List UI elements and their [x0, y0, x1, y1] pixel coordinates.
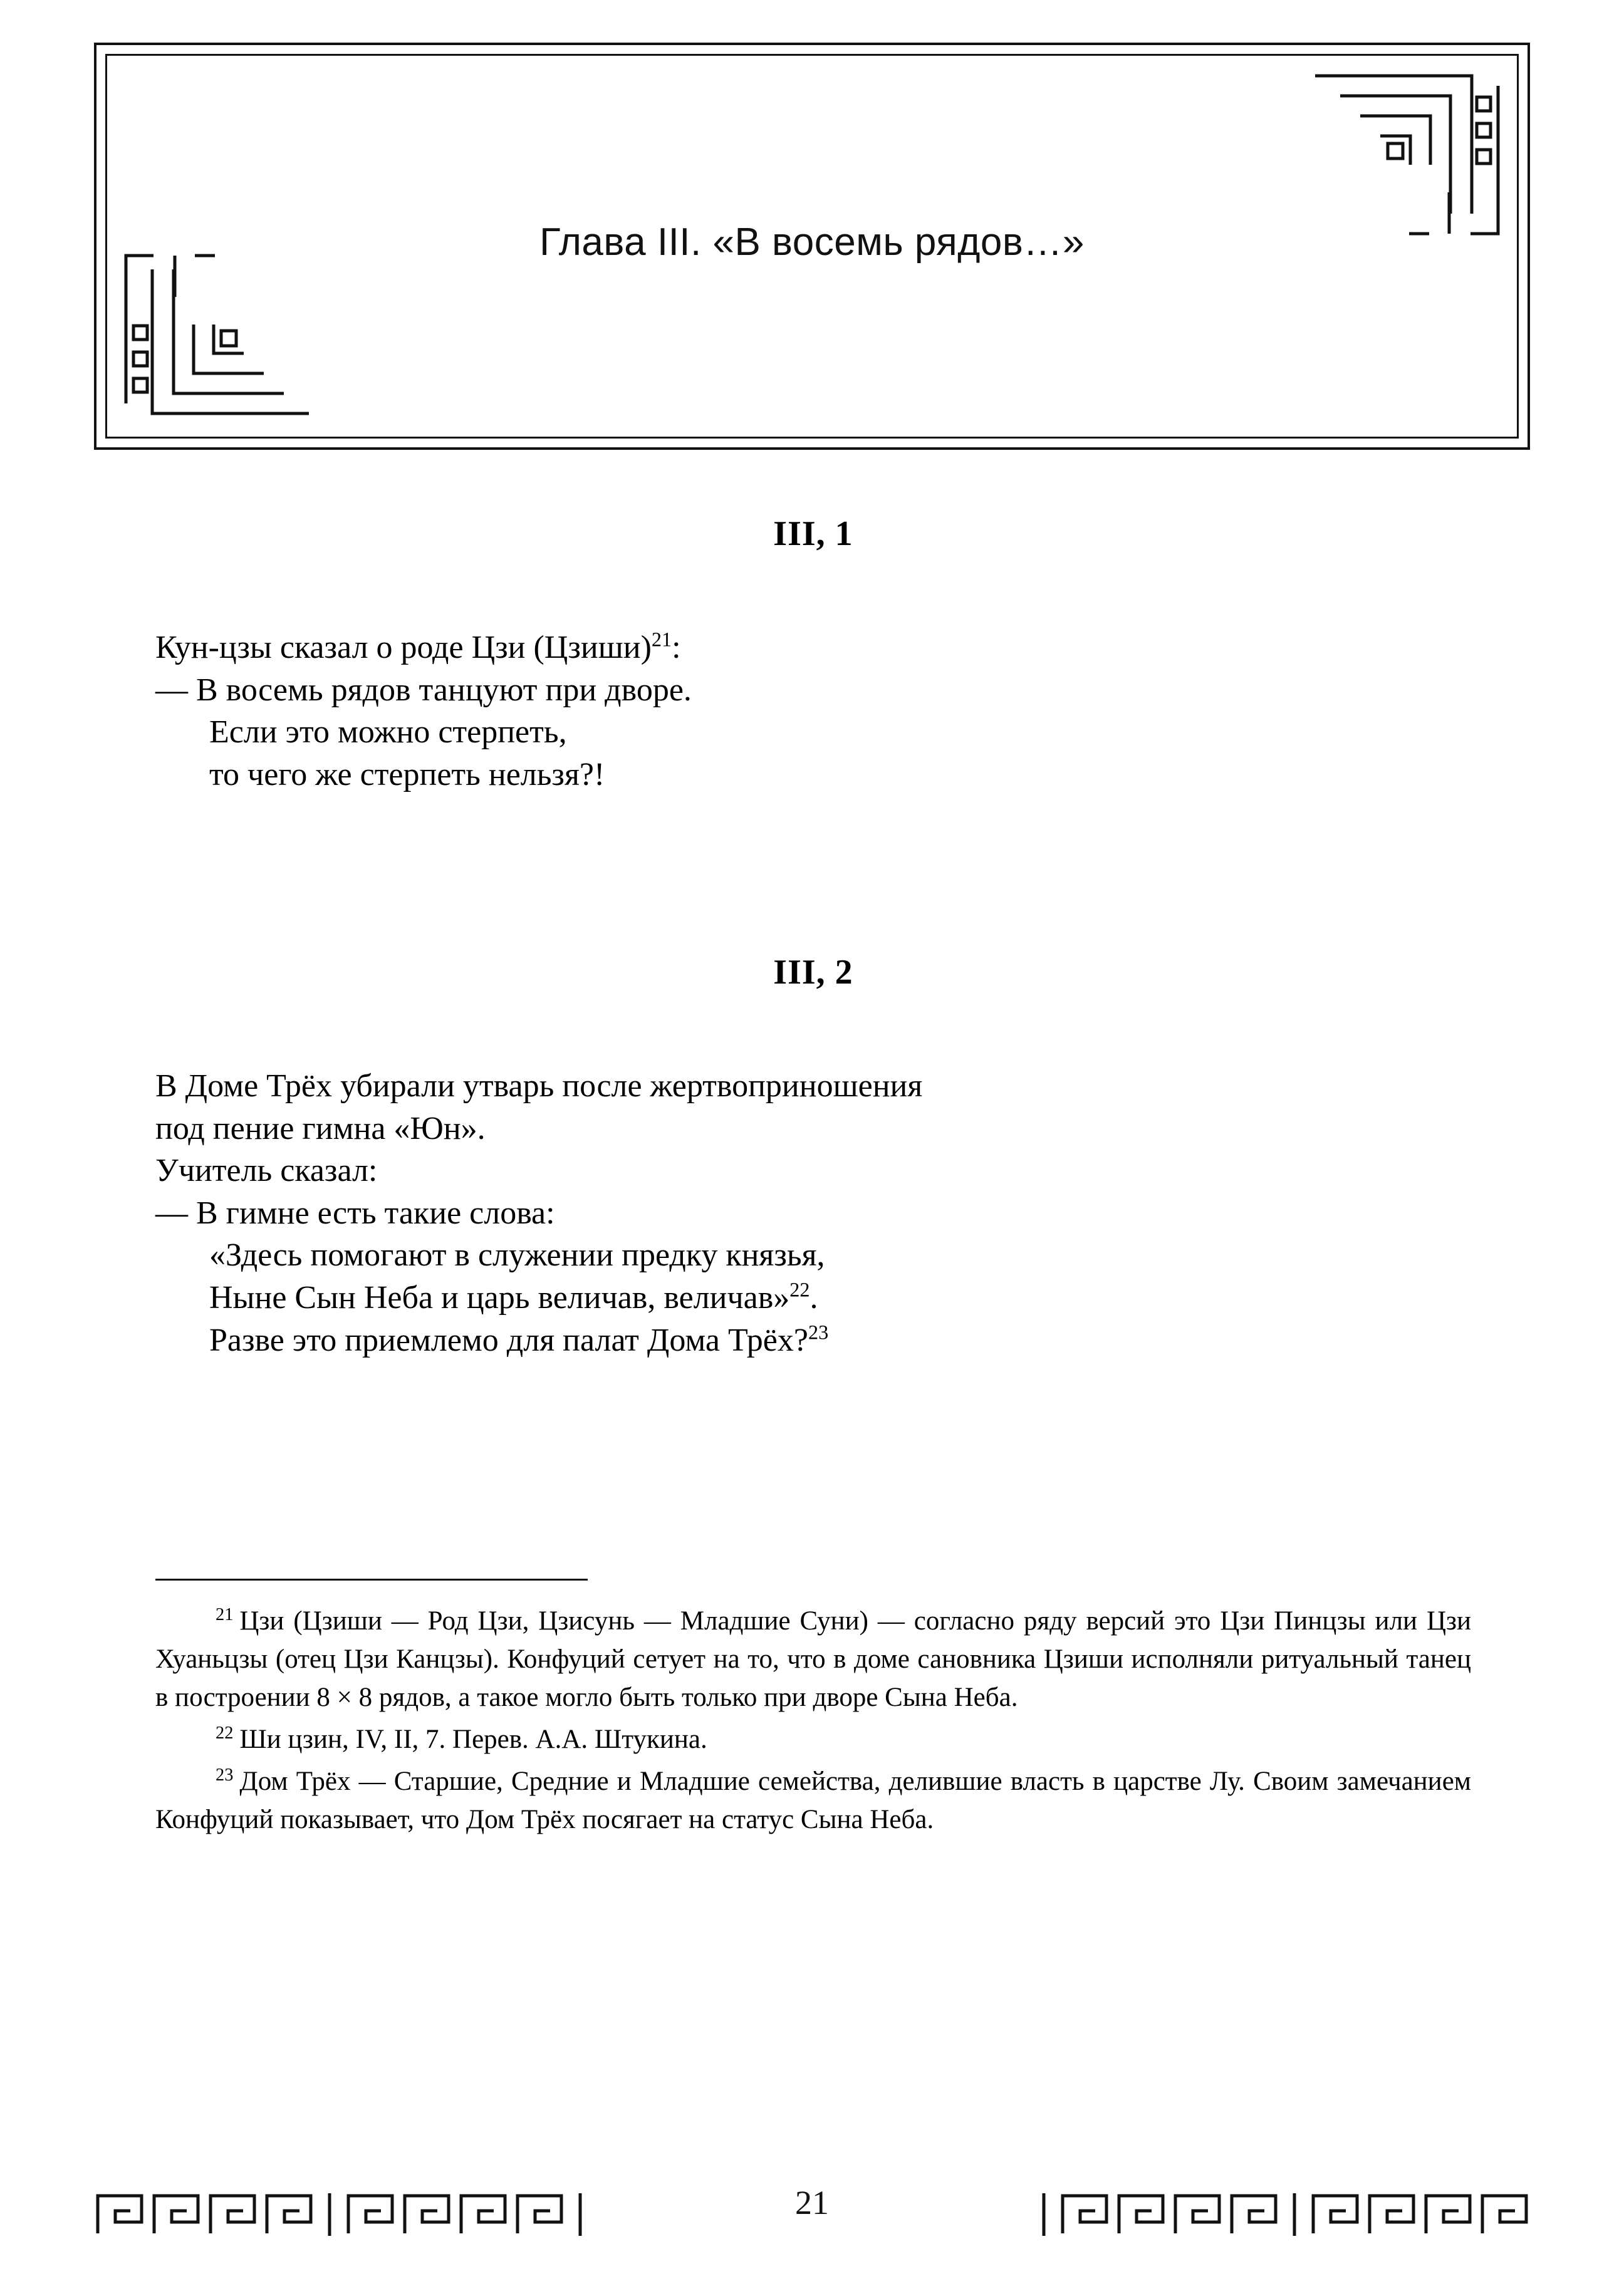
footnote-ref[interactable]: 21: [651, 628, 672, 651]
footnote-text: Ши цзин, IV, II, 7. Перев. А.А. Штукина.: [239, 1725, 707, 1755]
chapter-header-inner-frame: [105, 54, 1519, 439]
verse-line: Ныне Сын Неба и царь величав, величав»$^{22}$.: [209, 1278, 818, 1316]
verse-line: Если это можно стерпеть,: [209, 714, 567, 751]
verse-line: Учитель сказал:: [155, 1153, 378, 1189]
meander-corner-icon: [1315, 70, 1503, 242]
verse-line: то чего же стерпеть нельзя?!: [209, 756, 605, 792]
verse-line: В Доме Трёх убирали утварь после жертвоприношения: [155, 1068, 923, 1104]
page-number: 21: [795, 2184, 829, 2221]
verse-number: III, 1: [773, 514, 853, 553]
section-1-body: [155, 626, 1471, 796]
footnote-separator: [155, 1579, 588, 1581]
footnote-text: Дом Трёх — Старшие, Средние и Младшие семейства, делившие власть в царстве Лу. Своим замечанием Конфуций показывает, что Дом Трёх посягает на статус Сына Неба.: [155, 1767, 1471, 1835]
footnote-text: Цзи (Цзиши — Род Цзи, Цзисунь — Младшие Суни) — согласно ряду версий это Цзи Пинцзы или Цзи Хуаньцзы (отец Цзи Канцзы). Конфуций сетует на то, что в доме сановника Цзиши исполняли ритуальный танец в построении 8 × 8 рядов, а такое могло быть только при дворе Сына Неба.: [155, 1606, 1471, 1713]
section-2: [155, 952, 1471, 992]
footnote-item: [155, 1602, 1471, 1717]
verse-number: III, 2: [773, 953, 853, 992]
verse-line: — В восемь рядов танцуют при дворе.: [155, 672, 692, 708]
verse-line: под пение гимна «Юн».: [155, 1110, 486, 1146]
verse-line: Кун-цзы сказал о роде Цзи (Цзиши)$^{21}$:: [155, 628, 681, 665]
footnotes-block: [155, 1579, 1471, 1842]
footnote-marker: 23: [216, 1765, 234, 1785]
chapter-title: Глава III. «В восемь рядов…»: [539, 221, 1085, 264]
footnote-ref[interactable]: 23: [808, 1321, 829, 1344]
verse-line: «Здесь помогают в служении предку князья,: [209, 1237, 825, 1274]
footnote-ref[interactable]: 22: [789, 1278, 810, 1301]
page-footer: [0, 2179, 1624, 2236]
footnote-marker: 22: [216, 1723, 234, 1743]
meander-corner-icon: [121, 251, 309, 423]
verse-line: — В гимне есть такие слова:: [155, 1195, 555, 1231]
footnote-item: [155, 1762, 1471, 1839]
chapter-header-frame: [94, 43, 1530, 450]
footnote-marker: 21: [216, 1604, 234, 1624]
section-1: [155, 514, 1471, 554]
footnote-item: [155, 1720, 1471, 1758]
section-2-body: [155, 1065, 1471, 1361]
meander-band-icon: [947, 2184, 1530, 2241]
verse-line: Разве это приемлемо для палат Дома Трёх?$^{23}$: [209, 1321, 829, 1358]
